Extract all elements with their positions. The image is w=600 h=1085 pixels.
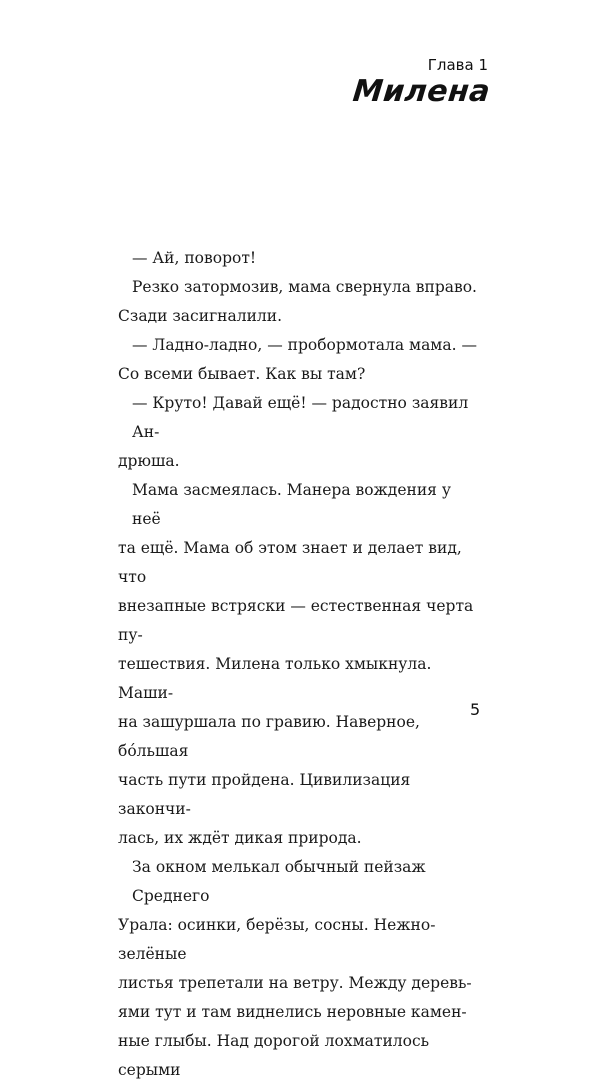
- chapter-title: Милена: [350, 74, 492, 109]
- text-line: на зашуршала по гравию. Наверное, бóльшая: [118, 713, 420, 760]
- text-line: тешествия. Милена только хмыкнула. Маши-: [118, 655, 432, 702]
- text-line: часть пути пройдена. Цивилизация закончи-: [118, 771, 411, 818]
- text-line: — Ладно-ладно, — пробормотала мама. —: [132, 336, 477, 354]
- body-text: [118, 244, 484, 1085]
- text-line: Со всеми бывает. Как вы там?: [118, 365, 366, 383]
- page-number: 5: [470, 700, 481, 719]
- text-line: ями тут и там виднелись неровные камен-: [118, 1003, 467, 1021]
- text-line: внезапные встряски — естественная черта пу-: [118, 597, 474, 644]
- text-line: — Ай, поворот!: [132, 249, 257, 267]
- text-line: — Круто! Давай ещё! — радостно заявил Ан-: [132, 394, 469, 441]
- text-line: ные глыбы. Над дорогой лохматилось серыми: [118, 1032, 430, 1079]
- text-line: листья трепетали на ветру. Между деревь-: [118, 974, 472, 992]
- text-line: За окном мелькал обычный пейзаж Среднего: [132, 858, 426, 905]
- text-line: лась, их ждёт дикая природа.: [118, 829, 362, 847]
- chapter-label: Глава 1: [427, 56, 488, 74]
- text-line: Урала: осинки, берёзы, сосны. Нежно-зелёные: [118, 916, 436, 963]
- text-line: Резко затормозив, мама свернула вправо.: [132, 278, 477, 296]
- text-line: та ещё. Мама об этом знает и делает вид, что: [118, 539, 462, 586]
- text-line: дрюша.: [118, 452, 180, 470]
- text-line: Сзади засигналили.: [118, 307, 283, 325]
- text-line: Мама засмеялась. Манера вождения у неё: [132, 481, 452, 528]
